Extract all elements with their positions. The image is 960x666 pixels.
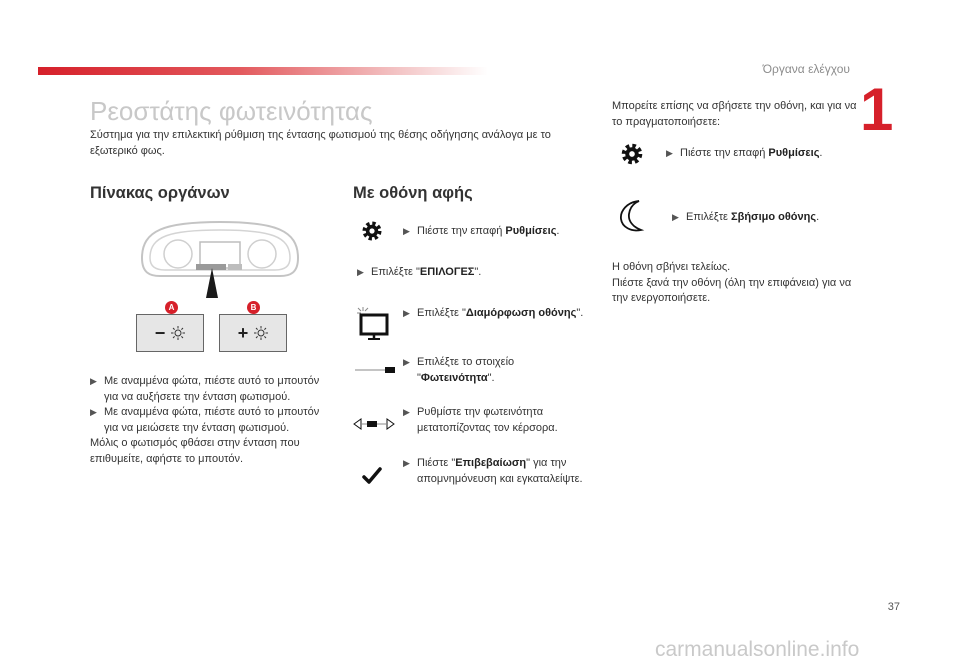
plus-label: + [237,322,249,343]
arrow-bullet-icon: ▶ [403,458,410,468]
monitor-sun-icon [353,305,389,341]
moon-icon [617,199,649,233]
check-icon [362,467,382,485]
step-increase: ▶ Με αναμμένα φώτα, πιέστε αυτό το μπουτόν για να αυξήσετε την ένταση φωτισμού. [90,374,330,405]
arrow-bullet-icon: ▶ [666,148,673,158]
screen-off-notes: Η οθόνη σβήνει τελείως. Πιέστε ξανά την οθόνη (όλη την επιφάνεια) για να την ενεργοποιήσετε. [612,261,852,304]
pointer-arrow-icon [205,268,219,298]
sun-icon [254,326,268,340]
dim-plus-button[interactable] [219,314,287,352]
ts-step-adjust: ▶ Ρυθμίστε την φωτεινότητα μετατοπίζοντας τον κέρσορα. [403,405,593,436]
arrow-bullet-icon: ▶ [672,212,679,222]
arrow-bullet-icon: ▶ [403,226,410,236]
release-note: Μόλις ο φωτισμός φθάσει στην ένταση που επιθυμείτε, αφήστε το μπουτόν. [90,437,300,465]
arrow-bullet-icon: ▶ [403,407,410,417]
off-step-turn-off: ▶ Επιλέξτε Σβήσιμο οθόνης. [672,210,872,226]
ts-step-settings: ▶ Πιέστε την επαφή Ρυθμίσεις. [403,224,603,240]
ts-step-display-config: ▶ Επιλέξτε "Διαμόρφωση οθόνης". [403,306,593,322]
arrow-bullet-icon: ▶ [403,308,410,318]
slider-line-icon [355,366,395,374]
gear-icon [619,141,645,167]
dim-minus-button[interactable] [136,314,204,352]
minus-label: − [154,322,166,343]
intro-text: Σύστημα για την επιλεκτική ρύθμιση της έντασης φωτισμού της θέσης οδήγησης ανάλογα με το εξωτερικό φως. [90,129,551,157]
ts-step-brightness: ▶ Επιλέξτε το στοιχείο "Φωτεινότητα". [403,355,593,386]
section-label: Όργανα ελέγχου [762,62,850,76]
touchscreen-heading: Με οθόνη αφής [353,184,473,202]
arrow-bullet-icon: ▶ [357,267,364,277]
step-decrease: ▶ Με αναμμένα φώτα, πιέστε αυτό το μπουτόν για να μειώσετε την ένταση φωτισμού. [90,405,330,436]
arrow-bullet-icon: ▶ [90,407,97,417]
off-step-settings: ▶ Πιέστε την επαφή Ρυθμίσεις. [666,146,866,162]
page-number: 37 [887,601,900,613]
arrow-bullet-icon: ▶ [90,376,97,386]
button-a-badge: A [165,301,178,314]
instrument-panel-steps [90,374,330,467]
page-title: Ρεοστάτης φωτεινότητας [90,96,373,126]
screen-off-intro: Μπορείτε επίσης να σβήσετε την οθόνη, και για να το πραγματοποιήσετε: [612,100,857,128]
instrument-cluster-illustration [130,218,310,298]
ts-step-confirm: ▶ Πιέστε "Επιβεβαίωση" για την απομνημόνευση και εγκαταλείψτε. [403,456,593,487]
sun-icon [171,326,185,340]
double-arrow-icon [353,417,395,431]
arrow-bullet-icon: ▶ [403,357,410,367]
button-b-badge: B [247,301,260,314]
ts-step-options: ▶ Επιλέξτε "ΕΠΙΛΟΓΕΣ". [357,265,597,281]
watermark: carmanualsonline.info [655,638,860,661]
gear-icon [360,219,384,243]
instrument-panel-heading: Πίνακας οργάνων [90,184,230,202]
chapter-number: 1 [860,76,894,143]
header-accent-bar [38,67,488,75]
